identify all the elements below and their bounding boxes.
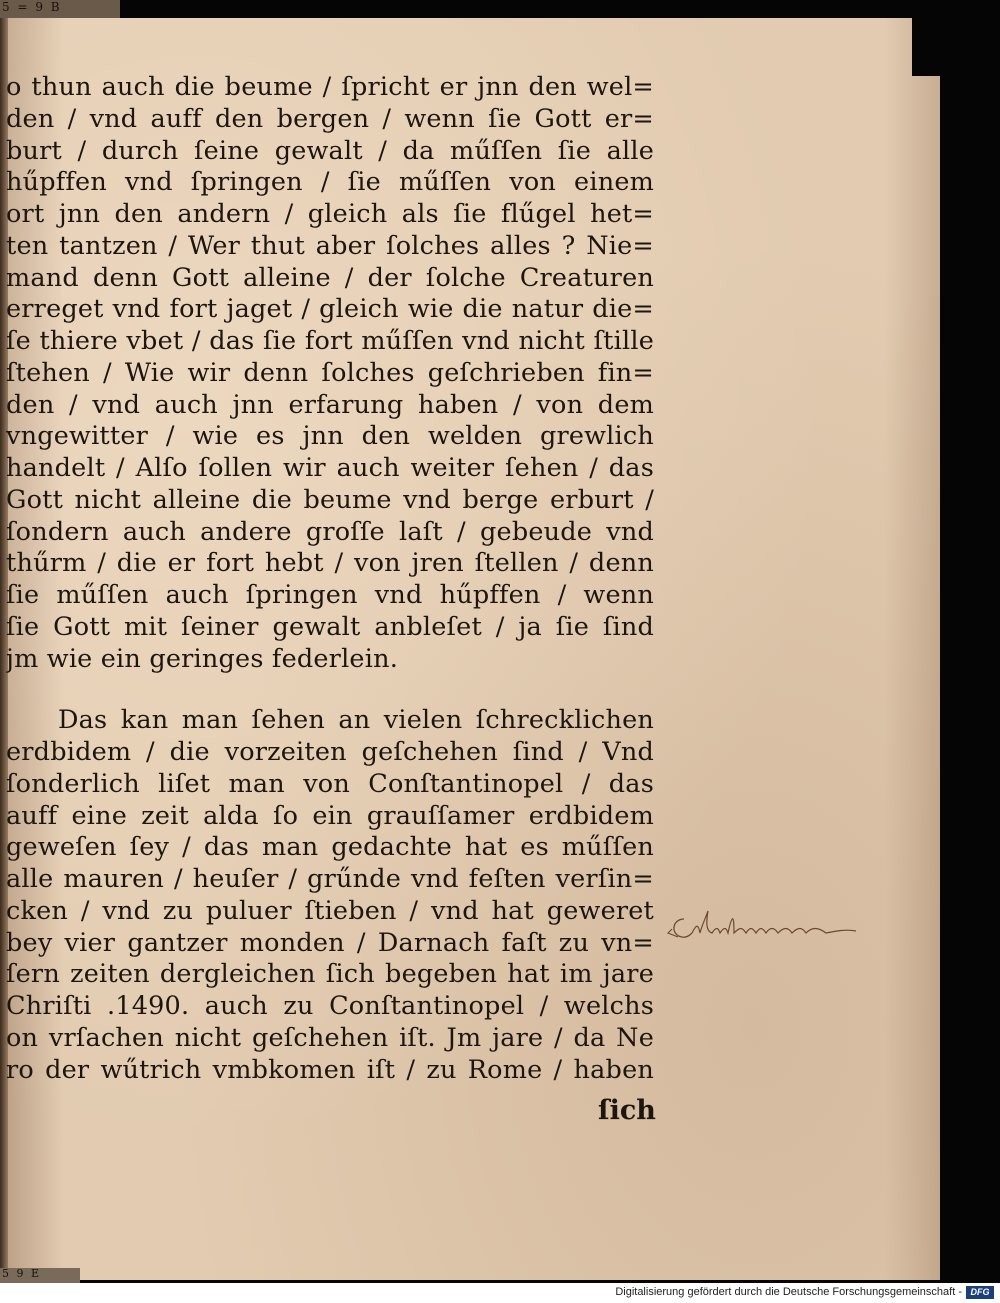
text-line: ſonderlich liſet man von Conſtantinopel / das (6, 768, 654, 799)
text-line: thűrm / die er fort hebt / von jren ſtellen / denn (6, 548, 654, 579)
funding-notice: Digitalisierung gefördert durch die Deutsche Forschungsgemeinschaft - (615, 1286, 962, 1298)
text-line: ort jnn den andern / gleich als ſie flűgel het= (6, 199, 654, 229)
text-line: alle mauren / heuſer / grűnde vnd feſten verſin= (6, 864, 654, 894)
handwritten-marginal-note (666, 905, 876, 955)
text-line: o thun auch die beume / ſpricht er jnn den wel= (6, 72, 654, 102)
page-text (6, 72, 666, 1086)
text-line: erreget vnd fort jaget / gleich wie die natur die= (6, 294, 654, 325)
text-line: erdbidem / die vorzeiten geſchehen ſind / Vnd (6, 737, 654, 767)
text-line: ſtehen / Wie wir denn ſolches geſchrieben fin= (6, 357, 654, 388)
page-corner-shadow (912, 18, 940, 76)
text-line: den / vnd auff den bergen / wenn ſie Gott er= (6, 103, 654, 134)
text-line: ro der wűtrich vmbkomen iſt / zu Rome / haben (6, 1054, 654, 1085)
text-line: den / vnd auch jnn erfarung haben / von dem (6, 389, 654, 420)
text-line: bey vier gantzer monden / Darnach faſt zu vn= (6, 927, 654, 958)
dfg-logo: DFG (966, 1286, 994, 1299)
text-line: hűpffen vnd ſpringen / ſie műſſen von einem (6, 167, 654, 198)
marginal-note-handwriting (666, 905, 876, 955)
text-line: ſe thiere vbet / das ſie fort műſſen vnd nicht ſtille (6, 326, 654, 356)
text-line: ſondern auch andere groſſe laſt / gebeude vnd (6, 516, 654, 547)
text-line: Gott nicht alleine die beume vnd berge erburt / (6, 484, 654, 515)
text-line: Das kan man ſehen an vielen ſchrecklichen (58, 705, 654, 736)
text-line: auff eine zeit alda ſo ein grauſſamer erdbidem (6, 800, 654, 831)
text-line: cken / vnd zu puluer ſtieben / vnd hat geweret (6, 895, 654, 926)
text-line: burt / durch ſeine gewalt / da műſſen ſie alle (6, 135, 654, 166)
text-line: jm wie ein geringes federlein. (6, 643, 398, 674)
text-line: ſie Gott mit ſeiner gewalt anbleſet / ja ſie ſind (6, 611, 654, 642)
text-line: on vrſachen nicht geſchehen iſt. Jm jare / da Ne (6, 1022, 654, 1053)
text-line: vngewitter / wie es jnn den welden grewlich (6, 421, 654, 452)
text-line: ten tantzen / Wer thut aber ſolches alles ? Nie= (6, 230, 654, 261)
top-strip-text: 5 = 9 B (2, 0, 62, 14)
text-line: geweſen ſey / das man gedachte hat es műſſen (6, 832, 654, 863)
footer-bar (0, 1283, 1000, 1303)
text-line: mand denn Gott alleine / der ſolche Creaturen (6, 262, 654, 293)
text-line: ſie műſſen auch ſpringen vnd hűpffen / wenn (6, 580, 654, 610)
catchword: ſich (598, 1095, 656, 1126)
text-line: ſern zeiten dergleichen ſich begeben hat im jare (6, 959, 654, 990)
bottom-strip-text: 5 9 E (2, 1267, 42, 1280)
text-line: Chriſti .1490. auch zu Conſtantinopel / welchs (6, 991, 654, 1021)
text-line: handelt / Alſo ſollen wir auch weiter ſehen / das (6, 453, 654, 483)
paragraph-gap (6, 675, 666, 705)
